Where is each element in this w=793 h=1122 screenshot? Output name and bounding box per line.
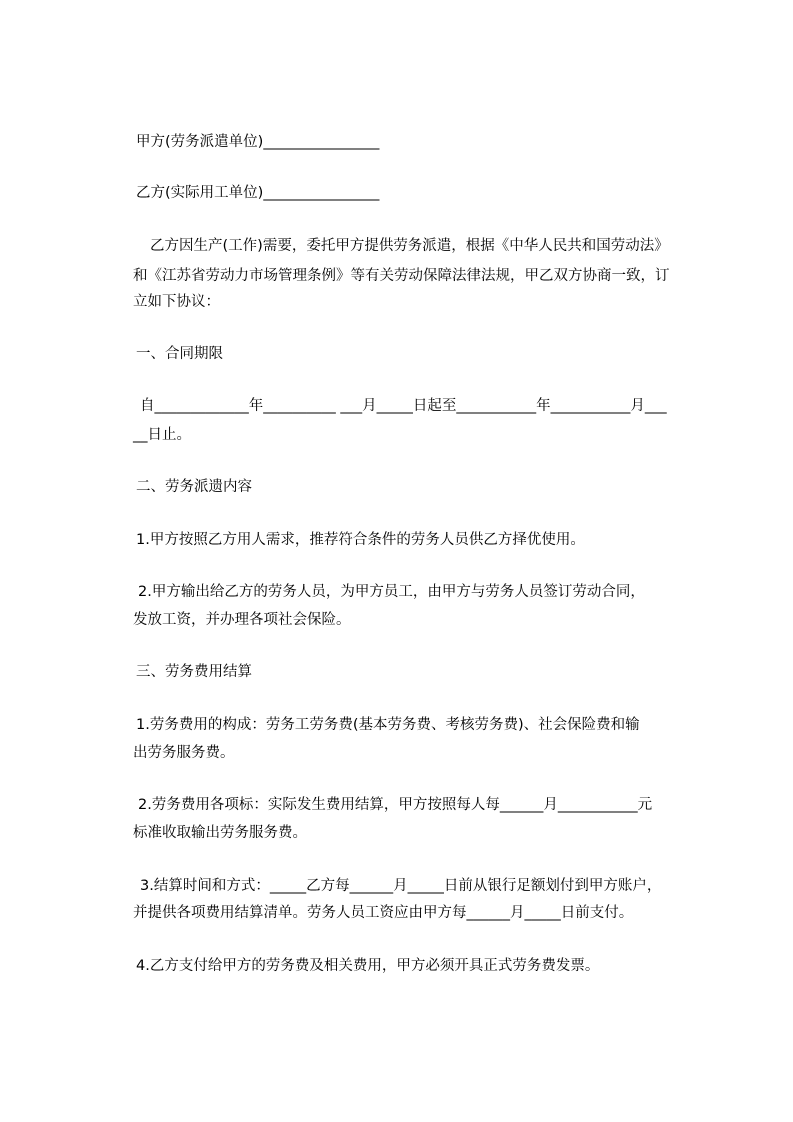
- clause-line: 出劳务服务费。: [133, 745, 235, 761]
- party-b-line: 乙方(实际用工单位)________________: [136, 185, 380, 201]
- party-a-line: 甲方(劳务派遣单位)________________: [136, 134, 380, 150]
- clause-line: 2.劳务费用各项标：实际发生费用结算，甲方按照每人每______月___________元: [138, 797, 653, 813]
- section-heading: 二、劳务派遗内容: [136, 479, 252, 495]
- clause-line: 1.甲方按照乙方用人需求，推荐符合条件的劳务人员供乙方择优使用。: [136, 532, 585, 548]
- clause-line: 并提供各项费用结算清单。劳务人员工资应由甲方每______月_____日前支付。: [133, 905, 634, 921]
- clause-line: 3.结算时间和方式：_____乙方每______月_____日前从银行足额划付到甲方账户，: [140, 878, 662, 894]
- term-line: __日止。: [133, 427, 191, 443]
- clause-line: 4.乙方支付给甲方的劳务费及相关费用，甲方必须开具正式劳务费发票。: [136, 958, 600, 974]
- clause-line: 发放工资，并办理各项社会保险。: [133, 612, 351, 628]
- intro-line: 立如下协议：: [133, 294, 220, 310]
- section-heading: 三、劳务费用结算: [136, 664, 252, 680]
- clause-line: 2.甲方输出给乙方的劳务人员，为甲方员工，由甲方与劳务人员签订劳动合同，: [138, 584, 645, 600]
- clause-line: 标准收取输出劳务服务费。: [133, 825, 307, 841]
- intro-line: 乙方因生产(工作)需要，委托甲方提供劳务派遣，根据《中华人民共和国劳动法》: [150, 238, 669, 254]
- clause-line: 1.劳务费用的构成：劳务工劳务费(基本劳务费、考核劳务费)、社会保险费和输: [136, 717, 640, 733]
- term-line: 自_____________年__________ ___月_____日起至___________年___________月___: [140, 398, 667, 414]
- section-heading: 一、合同期限: [136, 346, 223, 362]
- intro-line: 和《江苏省劳动力市场管理条例》等有关劳动保障法律法规，甲乙双方协商一致，订: [133, 268, 670, 284]
